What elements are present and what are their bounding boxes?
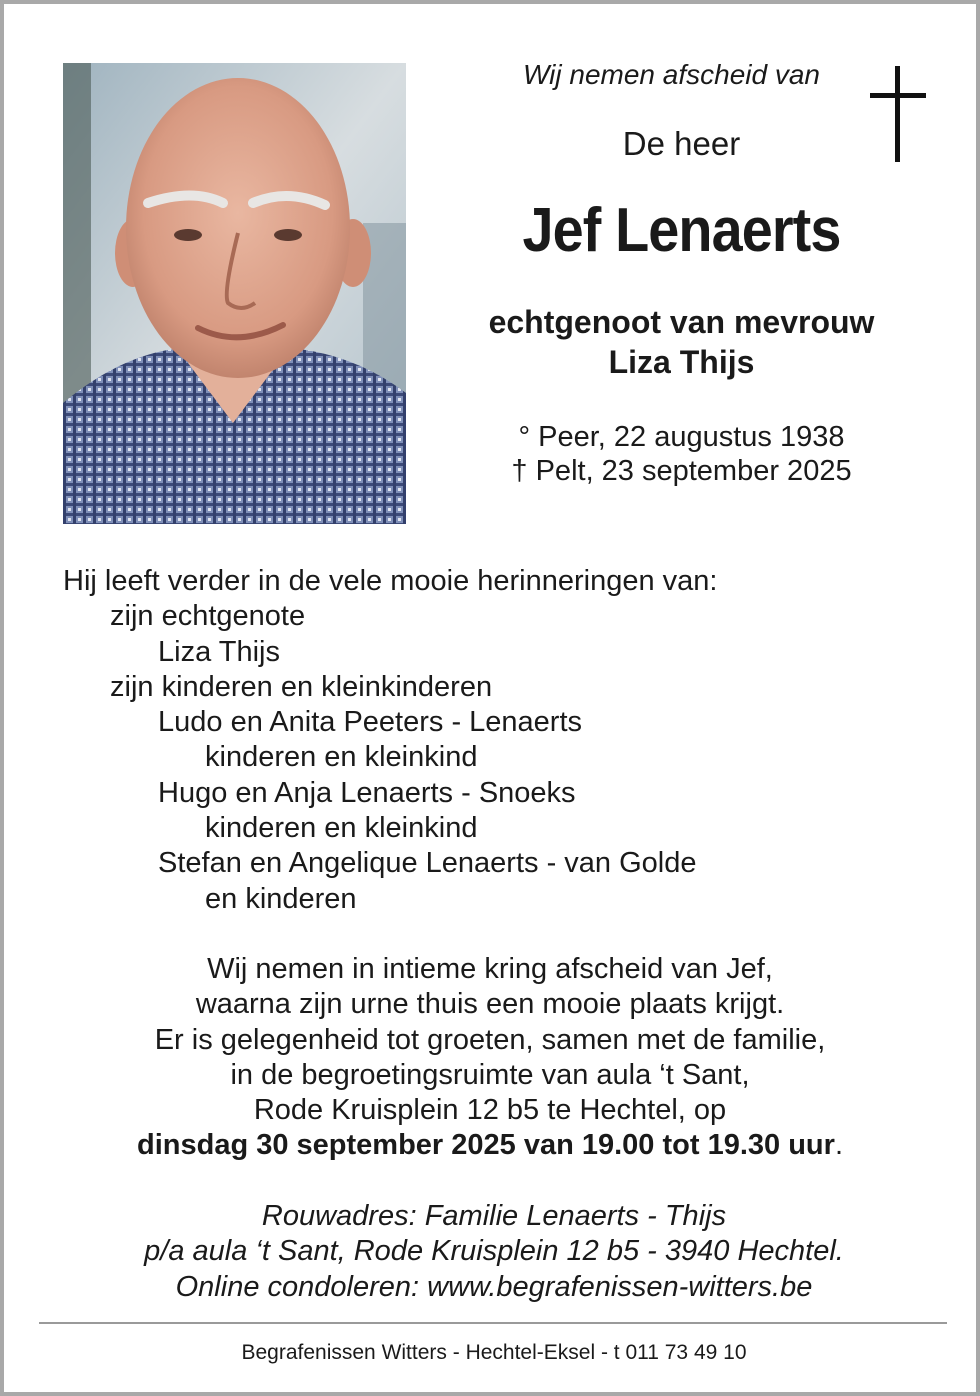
family-line: Liza Thijs (158, 635, 280, 668)
family-line: kinderen en kleinkind (205, 741, 478, 774)
honorific: De heer (622, 125, 741, 162)
spouse-line-1: echtgenoot van mevrouw (488, 304, 875, 340)
announcement-header (444, 56, 919, 488)
intro-text: Wij nemen afscheid van (522, 59, 820, 90)
family-line: Ludo en Anita Peeters - Lenaerts (158, 706, 583, 739)
family-intro: Hij leeft verder in de vele mooie herinneringen van: (63, 565, 718, 597)
funeral-home-footer: Begrafenissen Witters - Hechtel-Eksel - t 011 73 49 10 (241, 1341, 747, 1364)
divider (39, 1322, 947, 1324)
message-line: Wij nemen in intieme kring afscheid van Jef, (207, 953, 773, 985)
condolence-link[interactable]: Online condoleren: www.begrafenissen-witters.be (175, 1270, 813, 1303)
family-line: Stefan en Angelique Lenaerts - van Golde (158, 847, 697, 880)
family-line: zijn kinderen en kleinkinderen (110, 670, 493, 703)
family-line: kinderen en kleinkind (205, 812, 478, 845)
spouse-block (444, 302, 919, 382)
visitation-date-suffix: . (834, 1129, 843, 1162)
message-line: Rode Kruisplein 12 b5 te Hechtel, op (253, 1094, 727, 1127)
family-list (63, 564, 717, 917)
cross-icon (870, 66, 926, 162)
deceased-name: Jef Lenaerts (522, 196, 841, 265)
death-date: † Pelt, 23 september 2025 (511, 455, 852, 487)
portrait-photo (63, 63, 406, 524)
visitation-date-bold: dinsdag 30 september 2025 van 19.00 tot 19.30 uur (137, 1129, 835, 1162)
birth-date: ° Peer, 22 augustus 1938 (518, 421, 845, 453)
family-line: Hugo en Anja Lenaerts - Snoeks (158, 776, 576, 809)
family-line: en kinderen (205, 882, 357, 915)
life-dates (444, 420, 919, 488)
message-line: Er is gelegenheid tot groeten, samen met de familie, (154, 1023, 826, 1056)
family-line: zijn echtgenote (110, 600, 306, 633)
message-line: waarna zijn urne thuis een mooie plaats krijgt. (195, 988, 785, 1021)
spouse-line-2: Liza Thijs (608, 344, 755, 380)
portrait-illustration (63, 63, 406, 524)
address-line: p/a aula ‘t Sant, Rode Kruisplein 12 b5 - 3940 Hechtel. (144, 1235, 844, 1268)
message-line: in de begroetingsruimte van aula ‘t Sant, (230, 1058, 750, 1091)
visitation-date (4, 1128, 976, 1163)
mourning-address: Rouwadres: Familie Lenaerts - Thijs (261, 1200, 727, 1232)
farewell-message (4, 952, 976, 1164)
contact-block (4, 1199, 980, 1305)
